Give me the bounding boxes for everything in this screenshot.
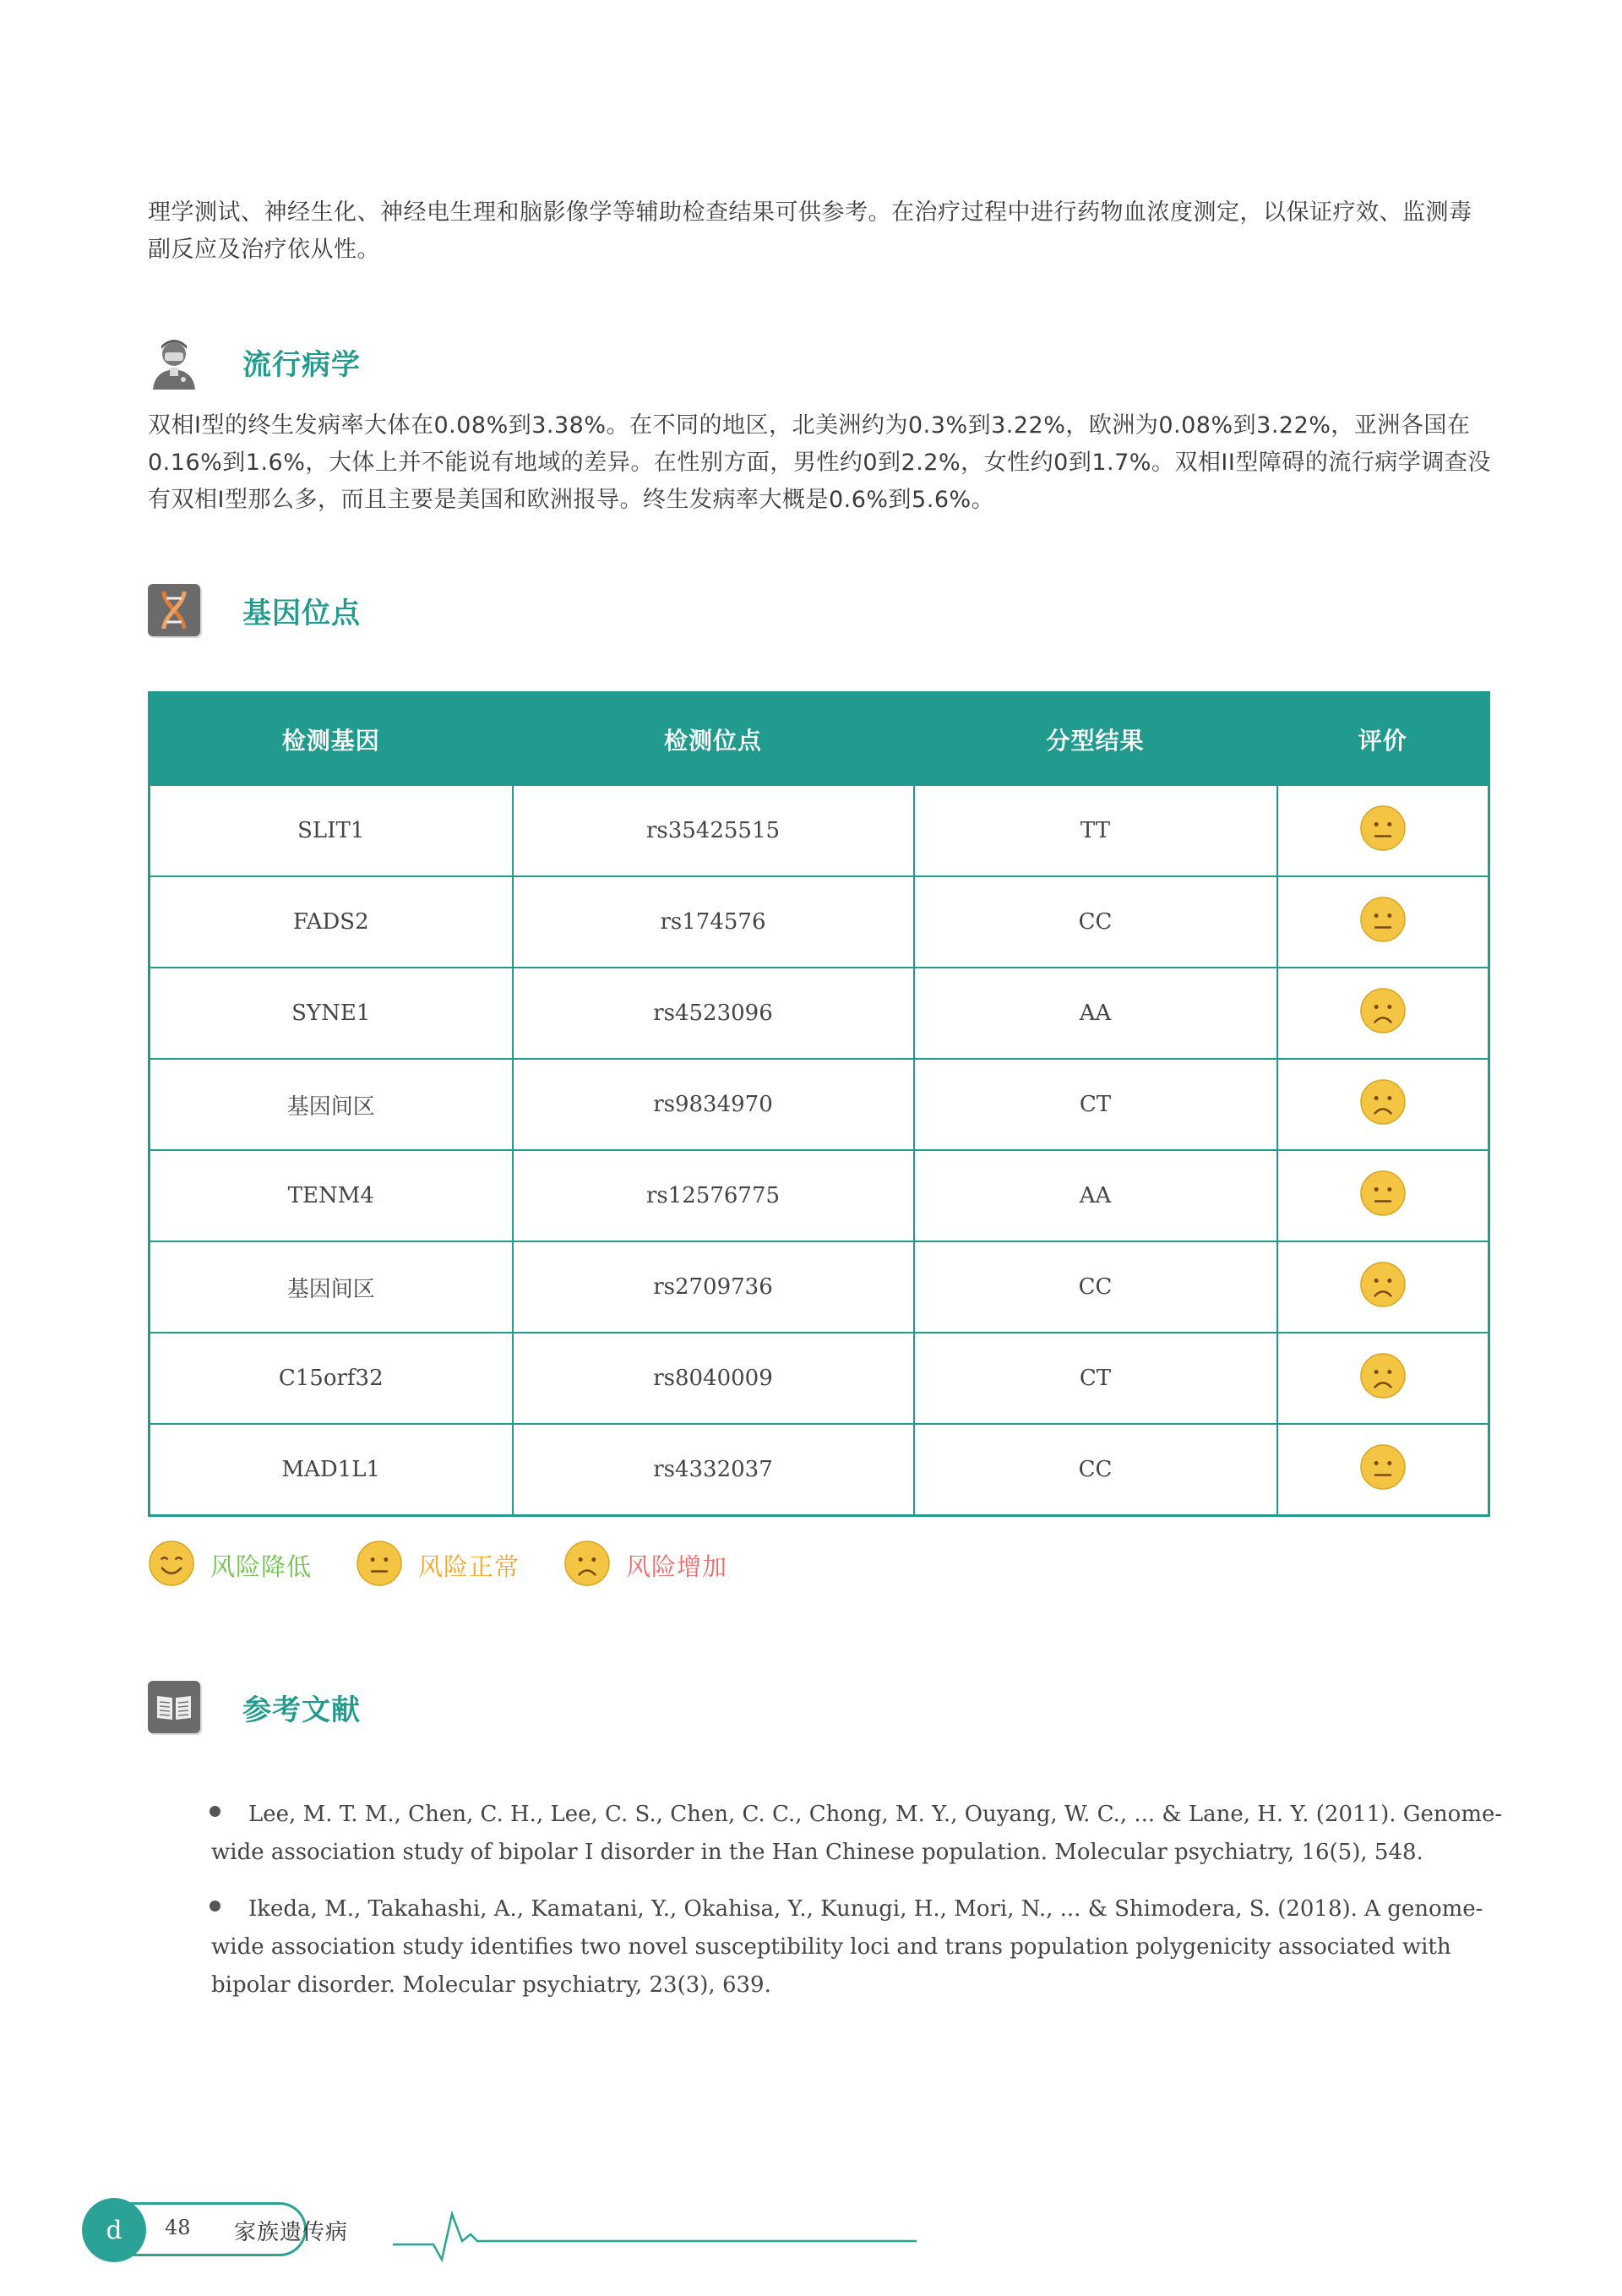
locus-cell: rs12576775 <box>513 1150 914 1241</box>
rating-cell <box>1277 1424 1489 1516</box>
gene-cell: SYNE1 <box>150 968 513 1059</box>
sad-face-icon <box>1359 1261 1407 1314</box>
legend-item-neutral <box>356 1540 520 1590</box>
header-rating: 评价 <box>1277 693 1489 786</box>
neutral-face-icon <box>1359 1443 1407 1497</box>
rating-cell <box>1277 785 1489 876</box>
risk-legend <box>148 1540 771 1590</box>
smile-face-icon <box>148 1540 195 1590</box>
section-header-gene-loci <box>148 581 361 640</box>
gene-loci-table <box>148 691 1490 1517</box>
neutral-face-icon <box>356 1540 403 1590</box>
genotype-cell: CC <box>914 1424 1277 1516</box>
sad-face-icon <box>1359 1078 1407 1132</box>
rating-cell <box>1277 1059 1489 1150</box>
table-row <box>150 1241 1489 1333</box>
rating-cell <box>1277 1333 1489 1424</box>
table-row <box>150 876 1489 968</box>
locus-cell: rs4332037 <box>513 1424 914 1516</box>
genotype-cell: CC <box>914 1241 1277 1333</box>
reference-item: Lee, M. T. M., Chen, C. H., Lee, C. S., Chen, C. C., Chong, M. Y., Ouyang, W. C., ... & Lane, H. Y. (2011). Genome-wide association study of bipolar I disorder in the Han Chinese population. Molecular psychiatry, 16(5), 548. <box>211 1802 1503 1865</box>
genotype-cell: CT <box>914 1059 1277 1150</box>
locus-cell: rs8040009 <box>513 1333 914 1424</box>
legend-item-increased <box>563 1540 727 1590</box>
section-title-gene-loci: 基因位点 <box>242 596 361 630</box>
sad-face-icon <box>1359 987 1407 1040</box>
genotype-cell: AA <box>914 1150 1277 1241</box>
table-row <box>150 1059 1489 1150</box>
table-row <box>150 785 1489 876</box>
gene-cell: TENM4 <box>150 1150 513 1241</box>
gene-cell: 基因间区 <box>150 1059 513 1150</box>
reference-list <box>211 1796 1521 2023</box>
section-title-references: 参考文献 <box>242 1693 361 1727</box>
footer-title: 家族遗传病 <box>234 2220 349 2245</box>
gene-cell: 基因间区 <box>150 1241 513 1333</box>
gene-cell: MAD1L1 <box>150 1424 513 1516</box>
gene-cell: SLIT1 <box>150 785 513 876</box>
locus-cell: rs4523096 <box>513 968 914 1059</box>
section-header-references <box>148 1677 361 1737</box>
heartbeat-line-icon <box>393 2197 917 2265</box>
genotype-cell: AA <box>914 968 1277 1059</box>
genotype-cell: CC <box>914 876 1277 968</box>
genotype-cell: CT <box>914 1333 1277 1424</box>
locus-cell: rs9834970 <box>513 1059 914 1150</box>
neutral-face-icon <box>1359 1170 1407 1223</box>
intro-paragraph: 理学测试、神经生化、神经电生理和脑影像学等辅助检查结果可供参考。在治疗过程中进行药物血浓度测定，以保证疗效、监测毒副反应及治疗依从性。 <box>148 199 1472 263</box>
rating-cell <box>1277 1150 1489 1241</box>
table-header-row <box>150 693 1489 786</box>
genotype-cell: TT <box>914 785 1277 876</box>
table-row <box>150 968 1489 1059</box>
rating-cell <box>1277 1241 1489 1333</box>
header-locus: 检测位点 <box>513 693 914 786</box>
legend-label: 风险增加 <box>626 1552 728 1581</box>
bullet-icon <box>210 1901 220 1912</box>
bullet-icon <box>210 1806 220 1817</box>
gene-cell: C15orf32 <box>150 1333 513 1424</box>
header-gene: 检测基因 <box>150 693 513 786</box>
legend-label: 风险正常 <box>418 1552 520 1581</box>
page-number: 48 <box>165 2216 191 2239</box>
locus-cell: rs174576 <box>513 876 914 968</box>
neutral-face-icon <box>1359 804 1407 858</box>
table-row <box>150 1333 1489 1424</box>
section-title-epidemiology: 流行病学 <box>242 347 361 382</box>
book-icon <box>148 1681 200 1733</box>
locus-cell: rs2709736 <box>513 1241 914 1333</box>
dna-icon <box>148 584 200 636</box>
table-row <box>150 1424 1489 1516</box>
legend-label: 风险降低 <box>210 1552 313 1581</box>
footer-letter-badge: d <box>82 2198 146 2262</box>
locus-cell: rs35425515 <box>513 785 914 876</box>
epidemiology-paragraph: 双相I型的终生发病率大体在0.08%到3.38%。在不同的地区，北美洲约为0.3%到3.22%，欧洲为0.08%到3.22%，亚洲各国在0.16%到1.6%，大体上并不能说有地域的差异。在性别方面，男性约0到2.2%，女性约0到1.7%。双相II型障碍的流行病学调查没有双相I型那么多，而且主要是美国和欧洲报导。终生发病率大概是0.6%到5.6%。 <box>148 412 1491 513</box>
gene-cell: FADS2 <box>150 876 513 968</box>
section-header-epidemiology <box>148 332 361 391</box>
rating-cell <box>1277 876 1489 968</box>
rating-cell <box>1277 968 1489 1059</box>
page-footer <box>80 2190 841 2266</box>
header-genotype: 分型结果 <box>914 693 1277 786</box>
table-row <box>150 1150 1489 1241</box>
sad-face-icon <box>1359 1352 1407 1405</box>
neutral-face-icon <box>1359 896 1407 949</box>
reference-item: Ikeda, M., Takahashi, A., Kamatani, Y., Okahisa, Y., Kunugi, H., Mori, N., ... & Shimodera, S. (2018). A genome-wide association study identifies two novel susceptibility loci and trans population polygenicity associated with bipolar disorder. Molecular psychiatry, 23(3), 639. <box>211 1896 1483 1998</box>
legend-item-decreased <box>148 1540 312 1590</box>
doctor-icon <box>148 335 200 388</box>
sad-face-icon <box>563 1540 611 1590</box>
